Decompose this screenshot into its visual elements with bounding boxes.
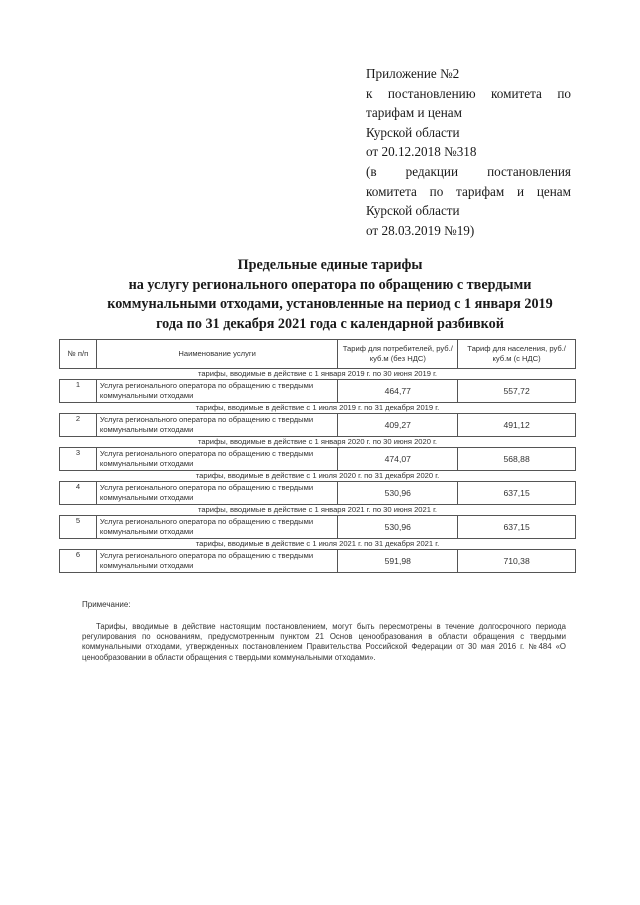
title-line: коммунальными отходами, установленные на период с 1 января 2019 xyxy=(107,296,553,312)
population-tariff: 557,72 xyxy=(458,380,576,403)
appendix-line: (в редакции постановления xyxy=(366,163,571,179)
row-number: 4 xyxy=(60,482,97,505)
document-title xyxy=(60,256,600,334)
table-row xyxy=(60,482,576,505)
period-label: тарифы, вводимые в действие с 1 января 2019 г. по 30 июня 2019 г. xyxy=(60,369,576,380)
appendix-line: Курской области xyxy=(366,124,460,140)
header-service-name: Наименование услуги xyxy=(96,340,337,369)
header-num: № п/п xyxy=(60,340,97,369)
table-row xyxy=(60,516,576,539)
title-line: года по 31 декабря 2021 года с календарной разбивкой xyxy=(156,315,504,332)
row-number: 1 xyxy=(60,380,97,403)
consumer-tariff: 474,07 xyxy=(338,448,458,471)
appendix-line: от 20.12.2018 №318 xyxy=(366,144,477,160)
population-tariff: 710,38 xyxy=(458,550,576,573)
population-tariff: 568,88 xyxy=(458,448,576,471)
tariff-table xyxy=(59,339,576,573)
period-row xyxy=(60,403,576,414)
population-tariff: 491,12 xyxy=(458,414,576,437)
period-label: тарифы, вводимые в действие с 1 июля 2019 г. по 31 декабря 2019 г. xyxy=(60,403,576,414)
note-label: Примечание: xyxy=(82,600,131,609)
header-consumer-tariff: Тариф для потребителей, руб./ куб.м (без НДС) xyxy=(338,340,458,369)
appendix-line: от 28.03.2019 №19) xyxy=(366,222,475,238)
period-row xyxy=(60,437,576,448)
service-name: Услуга регионального оператора по обращению с твердыми коммунальными отходами xyxy=(96,516,337,539)
title-line: на услугу регионального оператора по обращению с твердыми xyxy=(128,276,532,293)
note-text: Тарифы, вводимые в действие настоящим постановлением, могут быть пересмотрены в течение долгосрочного периода регулирования по основаниям, предусмотренным пунктом 21 Основ ценообразования в области обращения с твердыми коммунальными отходами, утвержденных постановлением Правительства Российской Федерации от 30 мая 2016 г. №484 «О ценообразовании в области обращения с твердыми коммунальными отходами». xyxy=(82,622,566,662)
consumer-tariff: 464,77 xyxy=(338,380,458,403)
table-header-row xyxy=(60,340,576,369)
population-tariff: 637,15 xyxy=(458,516,576,539)
population-tariff: 637,15 xyxy=(458,482,576,505)
table-row xyxy=(60,414,576,437)
appendix-line: комитета по тарифам и ценам xyxy=(366,183,571,199)
consumer-tariff: 530,96 xyxy=(338,516,458,539)
service-name: Услуга регионального оператора по обращению с твердыми коммунальными отходами xyxy=(96,482,337,505)
consumer-tariff: 530,96 xyxy=(338,482,458,505)
header-population-tariff: Тариф для населения, руб./ куб.м (с НДС) xyxy=(458,340,576,369)
period-label: тарифы, вводимые в действие с 1 июля 2021 г. по 31 декабря 2021 г. xyxy=(60,539,576,550)
consumer-tariff: 409,27 xyxy=(338,414,458,437)
row-number: 5 xyxy=(60,516,97,539)
table-row xyxy=(60,448,576,471)
appendix-header xyxy=(366,64,571,240)
service-name: Услуга регионального оператора по обращению с твердыми коммунальными отходами xyxy=(96,448,337,471)
consumer-tariff: 591,98 xyxy=(338,550,458,573)
period-label: тарифы, вводимые в действие с 1 января 2020 г. по 30 июня 2020 г. xyxy=(60,437,576,448)
period-label: тарифы, вводимые в действие с 1 июля 2020 г. по 31 декабря 2020 г. xyxy=(60,471,576,482)
period-row xyxy=(60,539,576,550)
period-row xyxy=(60,471,576,482)
table-row xyxy=(60,550,576,573)
row-number: 2 xyxy=(60,414,97,437)
service-name: Услуга регионального оператора по обращению с твердыми коммунальными отходами xyxy=(96,414,337,437)
table-row xyxy=(60,380,576,403)
period-row xyxy=(60,505,576,516)
appendix-line: тарифам и ценам xyxy=(366,105,462,121)
service-name: Услуга регионального оператора по обращению с твердыми коммунальными отходами xyxy=(96,380,337,403)
period-row xyxy=(60,369,576,380)
row-number: 3 xyxy=(60,448,97,471)
title-line: Предельные единые тарифы xyxy=(237,257,423,273)
row-number: 6 xyxy=(60,550,97,573)
appendix-line: Курской области xyxy=(366,203,460,219)
service-name: Услуга регионального оператора по обращению с твердыми коммунальными отходами xyxy=(96,550,337,573)
appendix-line: Приложение №2 xyxy=(366,66,460,81)
appendix-line: к постановлению комитета по xyxy=(366,85,571,101)
period-label: тарифы, вводимые в действие с 1 января 2021 г. по 30 июня 2021 г. xyxy=(60,505,576,516)
